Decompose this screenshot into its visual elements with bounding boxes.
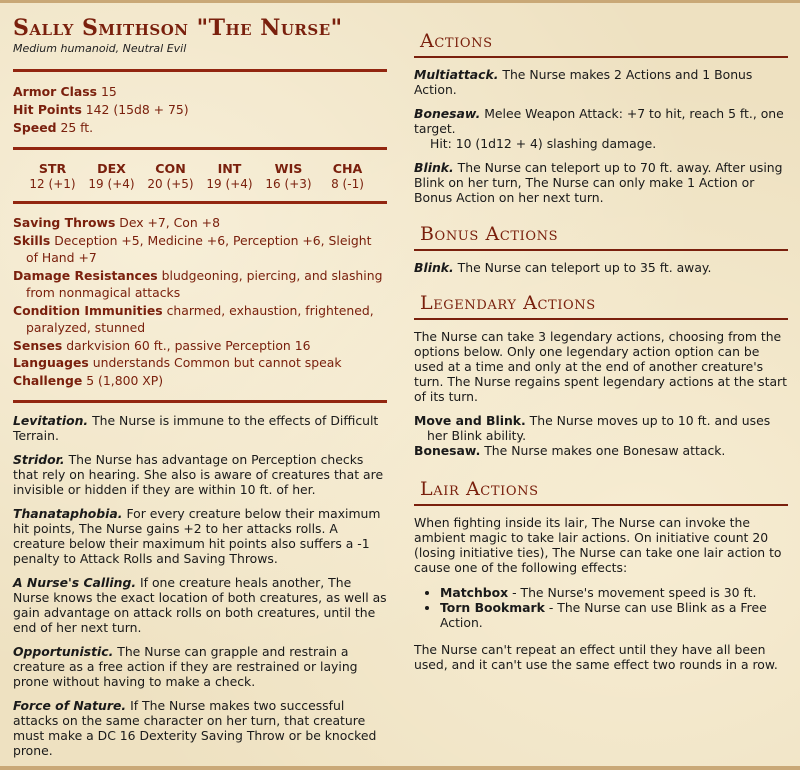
trait-text: For every creature below their maximum hit points, The Nurse gains +2 to her attacks rolls. A creature below their maximum hit points also suffers a -1 penalty to Attack Rolls and Saving Throws.	[13, 506, 381, 566]
monster-type: Medium humanoid, Neutral Evil	[13, 42, 187, 55]
trait-nurses-calling	[13, 575, 387, 635]
challenge-value: 5 (1,800 XP)	[86, 372, 164, 388]
lair-effect-name: Matchbox	[440, 585, 509, 600]
condition-immunities-value: charmed, exhaustion, frightened, paralyzed, stunned	[26, 302, 374, 335]
section-rule	[414, 56, 788, 58]
ability-label: CHA	[332, 161, 363, 176]
condition-immunities	[13, 302, 387, 337]
hit-points-value: 142 (15d8 + 75)	[85, 102, 189, 117]
divider	[13, 147, 387, 150]
armor-class	[13, 83, 387, 101]
bonus-action-blink	[414, 260, 788, 275]
trait-name: Thanataphobia.	[13, 506, 123, 521]
armor-class-label: Armor Class	[13, 84, 97, 99]
skills	[13, 232, 387, 267]
trait-name: Opportunistic.	[13, 644, 114, 659]
legendary-bonesaw	[414, 443, 788, 458]
trait-name: Levitation.	[13, 413, 89, 428]
saving-throws-value: Dex +7, Con +8	[119, 215, 220, 230]
action-blink	[414, 160, 788, 205]
trait-opportunistic	[13, 644, 387, 689]
traits-list	[13, 413, 387, 758]
right-column	[414, 3, 788, 672]
left-column	[13, 3, 387, 767]
trait-text: If The Nurse makes two successful attacks on the same character on her turn, that creature must make a DC 16 Dexterity Saving Throw or be knocked prone.	[13, 698, 377, 758]
action-name: Blink.	[414, 160, 454, 175]
lair-effect-name: Torn Bookmark	[440, 600, 545, 615]
trait-text: The Nurse is immune to the effects of Difficult Terrain.	[13, 413, 379, 443]
lair-effect-torn-bookmark	[440, 600, 788, 630]
trait-name: Force of Nature.	[13, 698, 127, 713]
divider	[13, 201, 387, 204]
hit-points-label: Hit Points	[13, 102, 82, 117]
ability-int	[200, 161, 259, 192]
ability-value: 16 (+3)	[265, 177, 312, 191]
trait-text: If one creature heals another, The Nurse knows the exact location of both creatures, as well as gain advantage on attack rolls on both creatures, until the end of her next turn.	[13, 575, 387, 635]
trait-text: The Nurse has advantage on Perception checks that rely on hearing. She also is aware of creatures that are invisible or hidden if they are within 10 ft. of her.	[13, 452, 384, 497]
action-name: Bonesaw.	[414, 106, 481, 121]
languages	[13, 354, 387, 372]
legendary-intro: The Nurse can take 3 legendary actions, choosing from the options below. Only one legendary action option can be used at a time and only at the end of another creature's turn. The Nurse regains spent legendary actions at the start of its turn.	[414, 329, 788, 404]
core-stats	[13, 83, 387, 137]
ability-value: 20 (+5)	[147, 177, 194, 191]
senses-value: darkvision 60 ft., passive Perception 16	[66, 337, 311, 353]
damage-resistances-value: bludgeoning, piercing, and slashing from nonmagical attacks	[26, 267, 383, 300]
action-hit: Hit: 10 (1d12 + 4) slashing damage.	[430, 136, 657, 151]
trait-stridor	[13, 452, 387, 497]
ability-label: STR	[38, 161, 67, 176]
senses	[13, 337, 387, 355]
damage-resistances	[13, 267, 387, 302]
action-text: The Nurse makes one Bonesaw attack.	[484, 443, 726, 458]
action-name: Bonesaw.	[414, 443, 481, 458]
skills-value: Deception +5, Medicine +6, Perception +6, Sleight of Hand +7	[26, 232, 372, 265]
ability-cha	[318, 161, 377, 192]
action-name: Multiattack.	[414, 67, 499, 82]
saving-throws	[13, 214, 387, 232]
trait-name: A Nurse's Calling.	[13, 575, 137, 590]
armor-class-value: 15	[100, 84, 117, 99]
lair-effect-matchbox	[440, 585, 788, 600]
lair-intro: When fighting inside its lair, The Nurse can invoke the ambient magic to take lair actions. On initiative count 20 (losing initiative ties), The Nurse can take one lair action to cause one of the following effects:	[414, 515, 782, 575]
details-block	[13, 214, 387, 389]
section-rule	[414, 249, 788, 251]
legendary-move-blink	[414, 413, 788, 443]
trait-force-of-nature	[13, 698, 387, 758]
action-text: The Nurse can teleport up to 35 ft. away.	[457, 260, 712, 275]
action-text: The Nurse moves up to 10 ft. and uses her Blink ability.	[427, 413, 771, 443]
speed-label: Speed	[13, 120, 57, 135]
bonus-actions-heading: Bonus Actions	[420, 223, 559, 245]
divider	[13, 400, 387, 403]
challenge-label: Challenge	[13, 372, 83, 388]
ability-label: DEX	[97, 161, 126, 176]
action-multiattack	[414, 67, 788, 97]
action-bonesaw	[414, 106, 788, 151]
action-name: Move and Blink.	[414, 413, 526, 428]
legendary-actions-heading: Legendary Actions	[420, 292, 596, 314]
languages-label: Languages	[13, 355, 89, 370]
trait-thanataphobia	[13, 506, 387, 566]
section-rule	[414, 318, 788, 320]
ability-value: 19 (+4)	[206, 177, 253, 191]
hit-points	[13, 101, 387, 119]
damage-resistances-label: Damage Resistances	[13, 267, 158, 283]
lair-effects-list	[414, 585, 788, 630]
action-text: The Nurse makes 2 Actions and 1 Bonus Action.	[414, 67, 753, 97]
action-text: The Nurse can teleport up to 70 ft. away. After using Blink on her turn, The Nurse can only make 1 Action or Bonus Action on her next turn.	[414, 160, 783, 205]
ability-con	[141, 161, 200, 192]
condition-immunities-label: Condition Immunities	[13, 302, 163, 318]
actions-heading: Actions	[420, 30, 493, 52]
ability-label: WIS	[274, 161, 303, 176]
languages-value: understands Common but cannot speak	[92, 355, 342, 370]
lair-actions-heading: Lair Actions	[420, 478, 539, 500]
ability-value: 8 (-1)	[331, 177, 364, 191]
action-name: Blink.	[414, 260, 454, 275]
trait-levitation	[13, 413, 387, 443]
speed-value: 25 ft.	[60, 120, 94, 135]
trait-text: The Nurse can grapple and restrain a creature as a free action if they are restrained or laying prone without having to make a check.	[13, 644, 358, 689]
trait-name: Stridor.	[13, 452, 65, 467]
lair-effect-text: - The Nurse can use Blink as a Free Action.	[440, 600, 767, 630]
ability-value: 12 (+1)	[29, 177, 76, 191]
ability-str	[23, 161, 82, 192]
senses-label: Senses	[13, 337, 63, 353]
speed	[13, 119, 387, 137]
lair-effect-text: - The Nurse's movement speed is 30 ft.	[508, 585, 757, 600]
ability-value: 19 (+4)	[88, 177, 135, 191]
monster-name: Sally Smithson "The Nurse"	[13, 15, 343, 41]
ability-label: CON	[155, 161, 186, 176]
section-rule	[414, 504, 788, 506]
challenge	[13, 372, 387, 390]
action-text: Melee Weapon Attack: +7 to hit, reach 5 ft., one target.	[414, 106, 784, 136]
ability-wis	[259, 161, 318, 192]
ability-dex	[82, 161, 141, 192]
divider	[13, 69, 387, 72]
skills-label: Skills	[13, 232, 51, 248]
lair-outro: The Nurse can't repeat an effect until they have all been used, and it can't use the same effect two rounds in a row.	[414, 642, 778, 672]
ability-scores	[13, 161, 387, 192]
ability-label: INT	[217, 161, 242, 176]
saving-throws-label: Saving Throws	[13, 215, 116, 230]
